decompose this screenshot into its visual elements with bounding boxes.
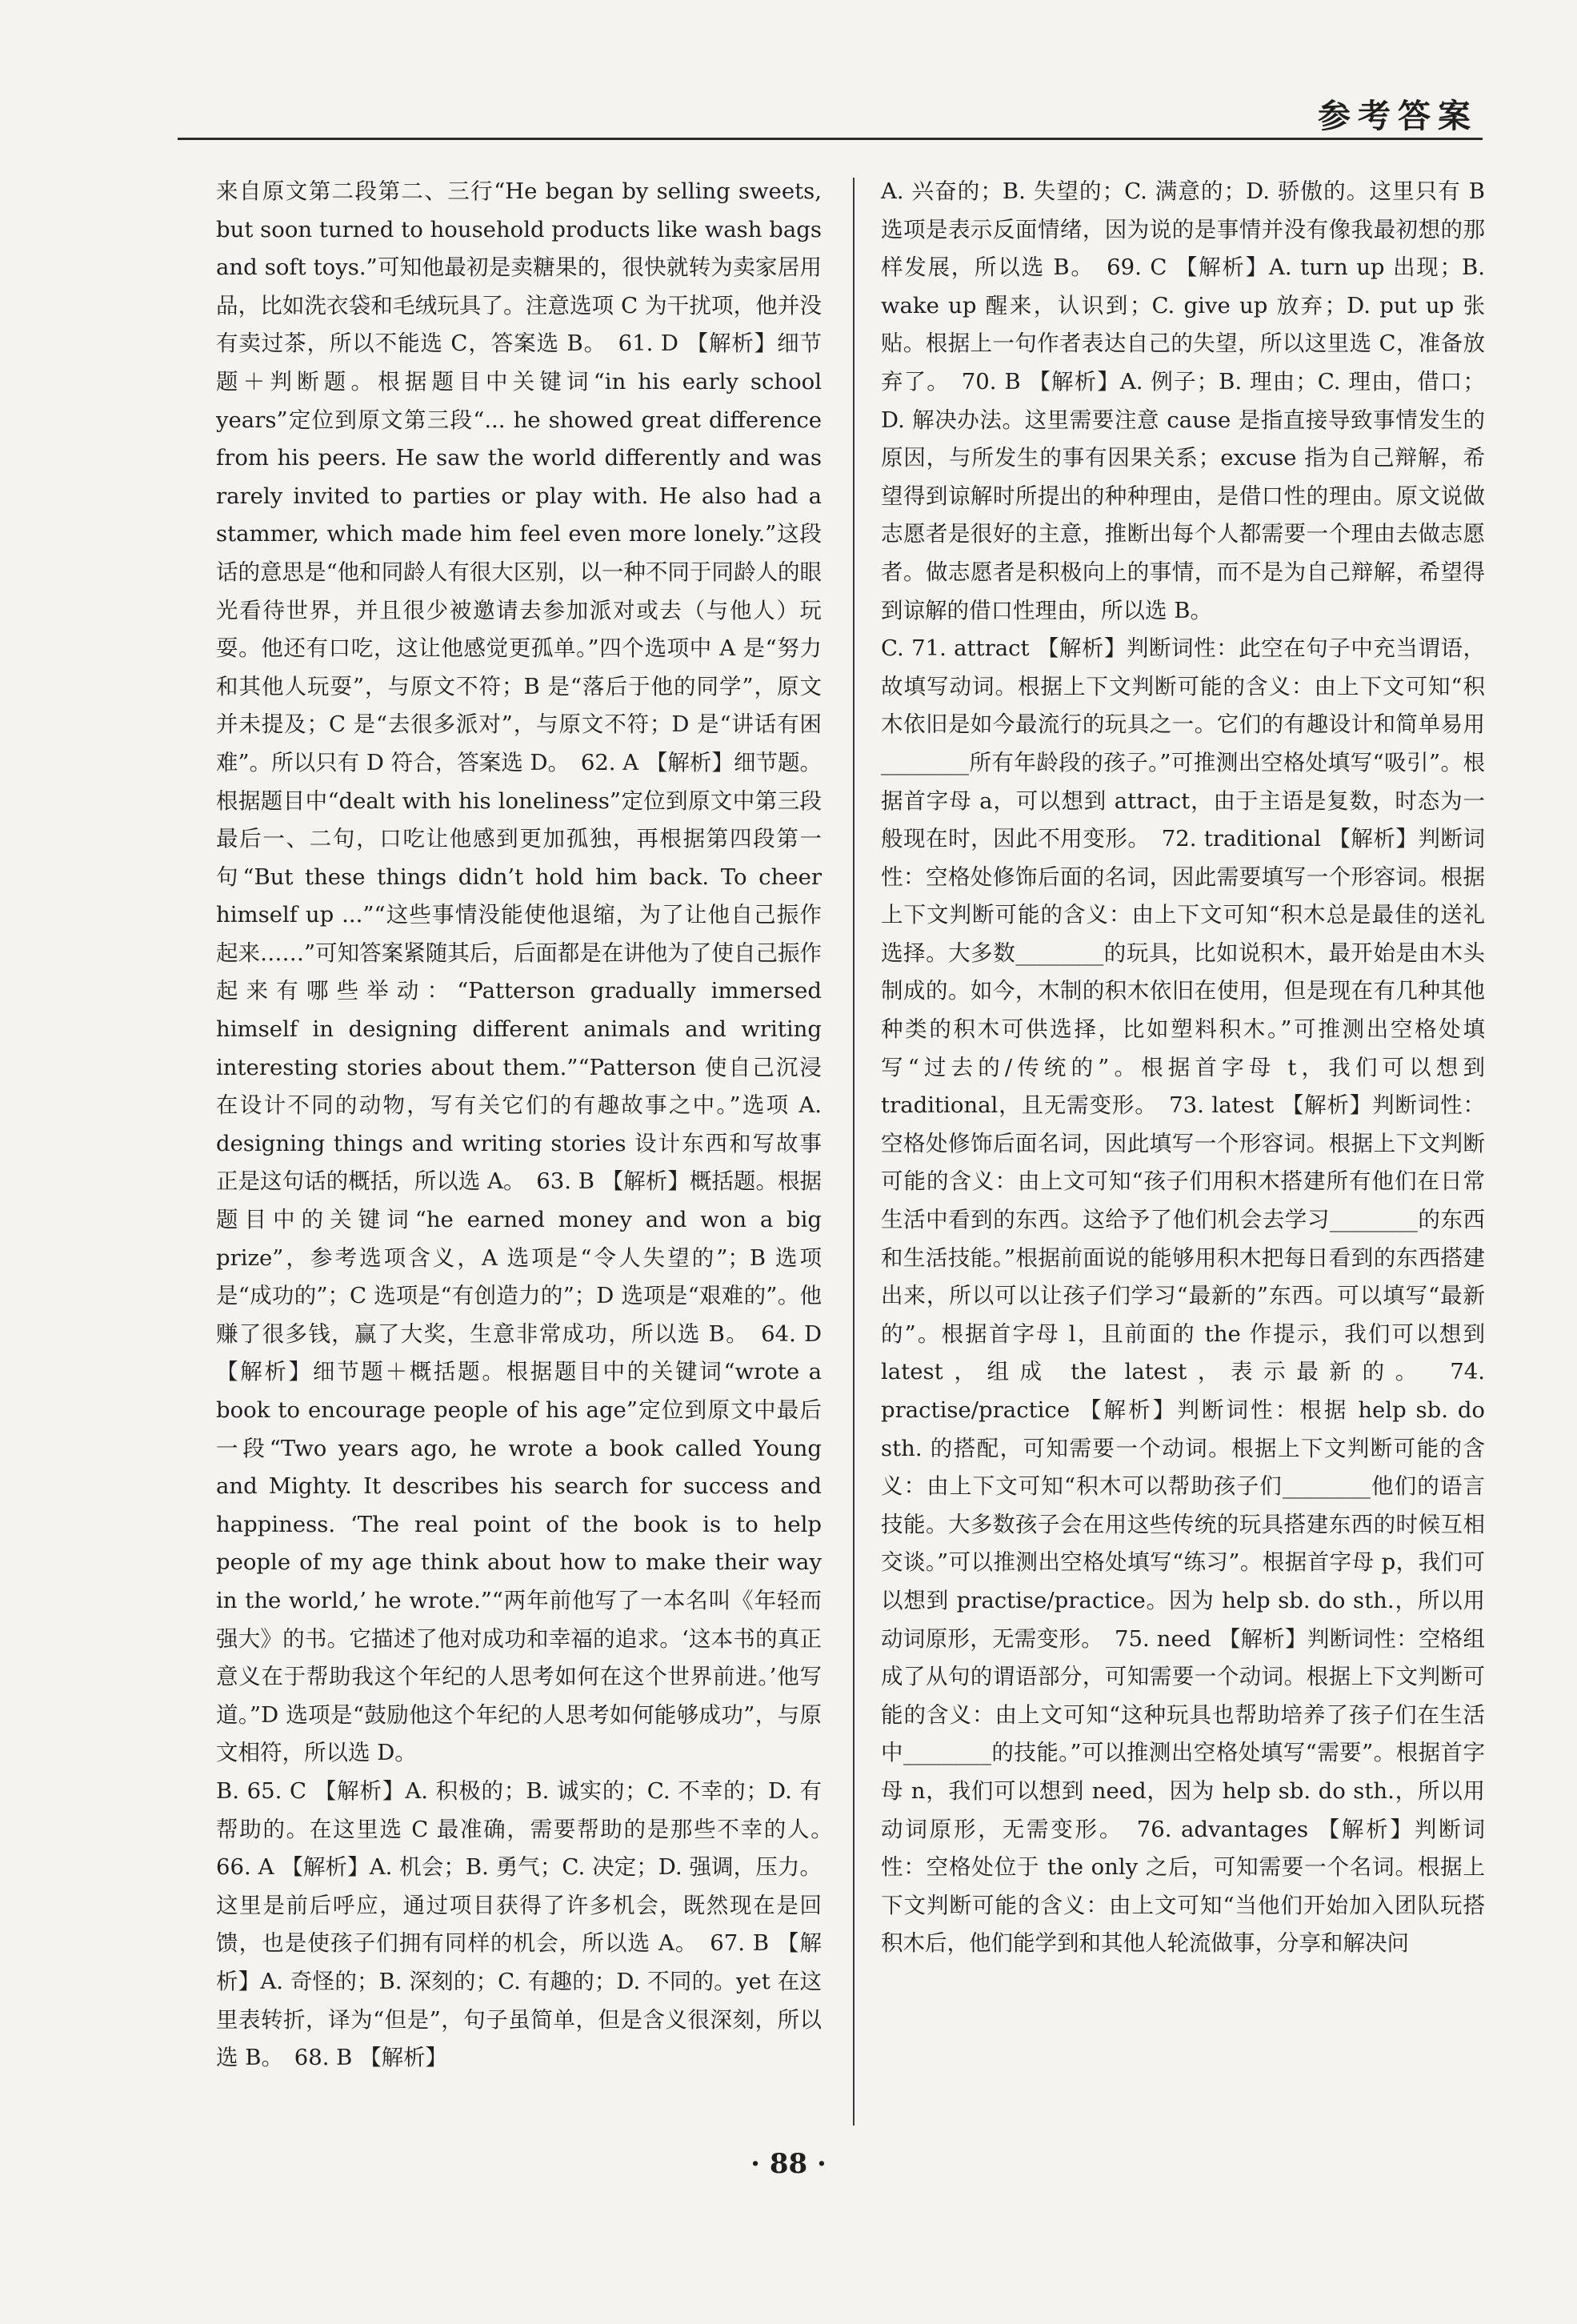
header-rule (178, 138, 1483, 140)
right-paragraph: C. 71. attract 【解析】判断词性：此空在句子中充当谓语，故填写动词。根据上下文判断可能的含义：由上下文可知“积木依旧是如今最流行的玩具之一。它们的有趣设计和简单易用________所有年龄段的孩子。”可推测出空格处填写“吸引”。根据首字母 a，可以想到 attract，由于主语是复数，时态为一般现在时，因此不用变形。 72. traditional 【解析】判断词性：空格处修饰后面的名词，因此需要填写一个形容词。根据上下文判断可能的含义：由上下文可知“积木总是最佳的送礼选择。大多数________的玩具，比如说积木，最开始是由木头制成的。如今，木制的积木依旧在使用，但是现在有几种其他种类的积木可供选择，比如塑料积木。”可推测出空格处填写“过去的/传统的”。根据首字母 t，我们可以想到 traditional，且无需变形。 73. latest 【解析】判断词性：空格处修饰后面名词，因此填写一个形容词。根据上下文判断可能的含义：由上文可知“孩子们用积木搭建所有他们在日常生活中看到的东西。这给予了他们机会去学习________的东西和生活技能。”根据前面说的能够用积木把每日看到的东西搭建出来，所以可以让孩子们学习“最新的”东西。可以填写“最新的”。根据首字母 l，且前面的 the 作提示，我们可以想到 latest，组成 the latest，表示最新的。 74. practise/practice 【解析】判断词性：根据 help sb. do sth. 的搭配，可知需要一个动词。根据上下文判断可能的含义：由上下文可知“积木可以帮助孩子们________他们的语言技能。大多数孩子会在用这些传统的玩具搭建东西的时候互相交谈。”可以推测出空格处填写“练习”。根据首字母 p，我们可以想到 practise/practice。因为 help sb. do sth.，所以用动词原形，无需变形。 75. need 【解析】判断词性：空格组成了从句的谓语部分，可知需要一个动词。根据上下文判断可能的含义：由上文可知“这种玩具也帮助培养了孩子们在生活中________的技能。”可以推测出空格处填写“需要”。根据首字母 n，我们可以想到 need，因为 help sb. do sth.，所以用动词原形，无需变形。 76. advantages 【解析】判断词性：空格处位于 the only 之后，可知需要一个名词。根据上下文判断可能的含义：由上文可知“当他们开始加入团队玩搭积木后，他们能学到和其他人轮流做事，分享和解决问 (881, 635, 1485, 1957)
page-header-title: 参考答案 (1318, 97, 1478, 135)
right-paragraph: A. 兴奋的；B. 失望的；C. 满意的；D. 骄傲的。这里只有 B 选项是表示反面情绪，因为说的是事情并没有像我最初想的那样发展，所以选 B。 69. C 【解析】A. turn up 出现；B. wake up 醒来，认识到；C. give up 放弃；D. put up 张贴。根据上一句作者表达自己的失望，所以这里选 C，准备放弃了。 70. B 【解析】A. 例子；B. 理由；C. 理由，借口；D. 解决办法。这里需要注意 cause 是指直接导致事情发生的原因，与所发生的事有因果关系；excuse 指为自己辩解，希望得到谅解时所提出的种种理由，是借口性的理由。原文说做志愿者是很好的主意，推断出每个人都需要一个理由去做志愿者。做志愿者是积极向上的事情，而不是为自己辩解，希望得到谅解的借口性理由，所以选 B。 (881, 178, 1485, 623)
column-divider (853, 178, 855, 2126)
left-paragraph: 来自原文第二段第二、三行“He began by selling sweets, but soon turned to household products like wash bags and soft toys.”可知他最初是卖糖果的，很快就转为卖家居用品，比如洗衣袋和毛绒玩具了。注意选项 C 为干扰项，他并没有卖过茶，所以不能选 C，答案选 B。 61. D 【解析】细节题＋判断题。根据题目中关键词“in his early school years”定位到原文第三段“... he showed great difference from his peers. He saw the world differently and was rarely invited to parties or play with. He also had a stammer, which made him feel even more lonely.”这段话的意思是“他和同龄人有很大区别，以一种不同于同龄人的眼光看待世界，并且很少被邀请去参加派对或去（与他人）玩耍。他还有口吃，这让他感觉更孤单。”四个选项中 A 是“努力和其他人玩耍”，与原文不符；B 是“落后于他的同学”，原文并未提及；C 是“去很多派对”，与原文不符；D 是“讲话有困难”。所以只有 D 符合，答案选 D。 62. A 【解析】细节题。根据题目中“dealt with his loneliness”定位到原文中第三段最后一、二句，口吃让他感到更加孤独，再根据第四段第一句“But these things didn’t hold him back. To cheer himself up ...”“这些事情没能使他退缩，为了让他自己振作起来……”可知答案紧随其后，后面都是在讲他为了使自己振作起来有哪些举动：“Patterson gradually immersed himself in designing different animals and writing interesting stories about them.”“Patterson 使自己沉浸在设计不同的动物，写有关它们的有趣故事之中。”选项 A. designing things and writing stories 设计东西和写故事正是这句话的概括，所以选 A。 63. B 【解析】概括题。根据题目中的关键词“he earned money and won a big prize”，参考选项含义，A 选项是“令人失望的”；B 选项是“成功的”；C 选项是“有创造力的”；D 选项是“艰难的”。他赚了很多钱，赢了大奖，生意非常成功，所以选 B。 64. D 【解析】细节题＋概括题。根据题目中的关键词“wrote a book to encourage people of his age”定位到原文中最后一段“Two years ago, he wrote a book called Young and Mighty. It describes his search for success and happiness. ‘The real point of the book is to help people of my age think about how to make their way in the world,’ he wrote.”“两年前他写了一本名叫《年轻而强大》的书。它描述了他对成功和幸福的追求。‘这本书的真正意义在于帮助我这个年纪的人思考如何在这个世界前进。’他写道。”D 选项是“鼓励他这个年纪的人思考如何能够成功”，与原文相符，所以选 D。 (216, 178, 822, 1766)
left-paragraph: B. 65. C 【解析】A. 积极的；B. 诚实的；C. 不幸的；D. 有帮助的。在这里选 C 最准确，需要帮助的是那些不幸的人。 66. A 【解析】A. 机会；B. 勇气；C. 决定；D. 强调，压力。这里是前后呼应，通过项目获得了许多机会，既然现在是回馈，也是使孩子们拥有同样的机会，所以选 A。 67. B 【解析】A. 奇怪的；B. 深刻的；C. 有趣的；D. 不同的。yet 在这里表转折，译为“但是”，句子虽简单，但是含义很深刻，所以选 B。 68. B 【解析】 (216, 1777, 844, 2071)
right-column (881, 173, 1485, 1963)
left-column (216, 173, 844, 2078)
page-number: · 88 · (750, 2148, 827, 2180)
